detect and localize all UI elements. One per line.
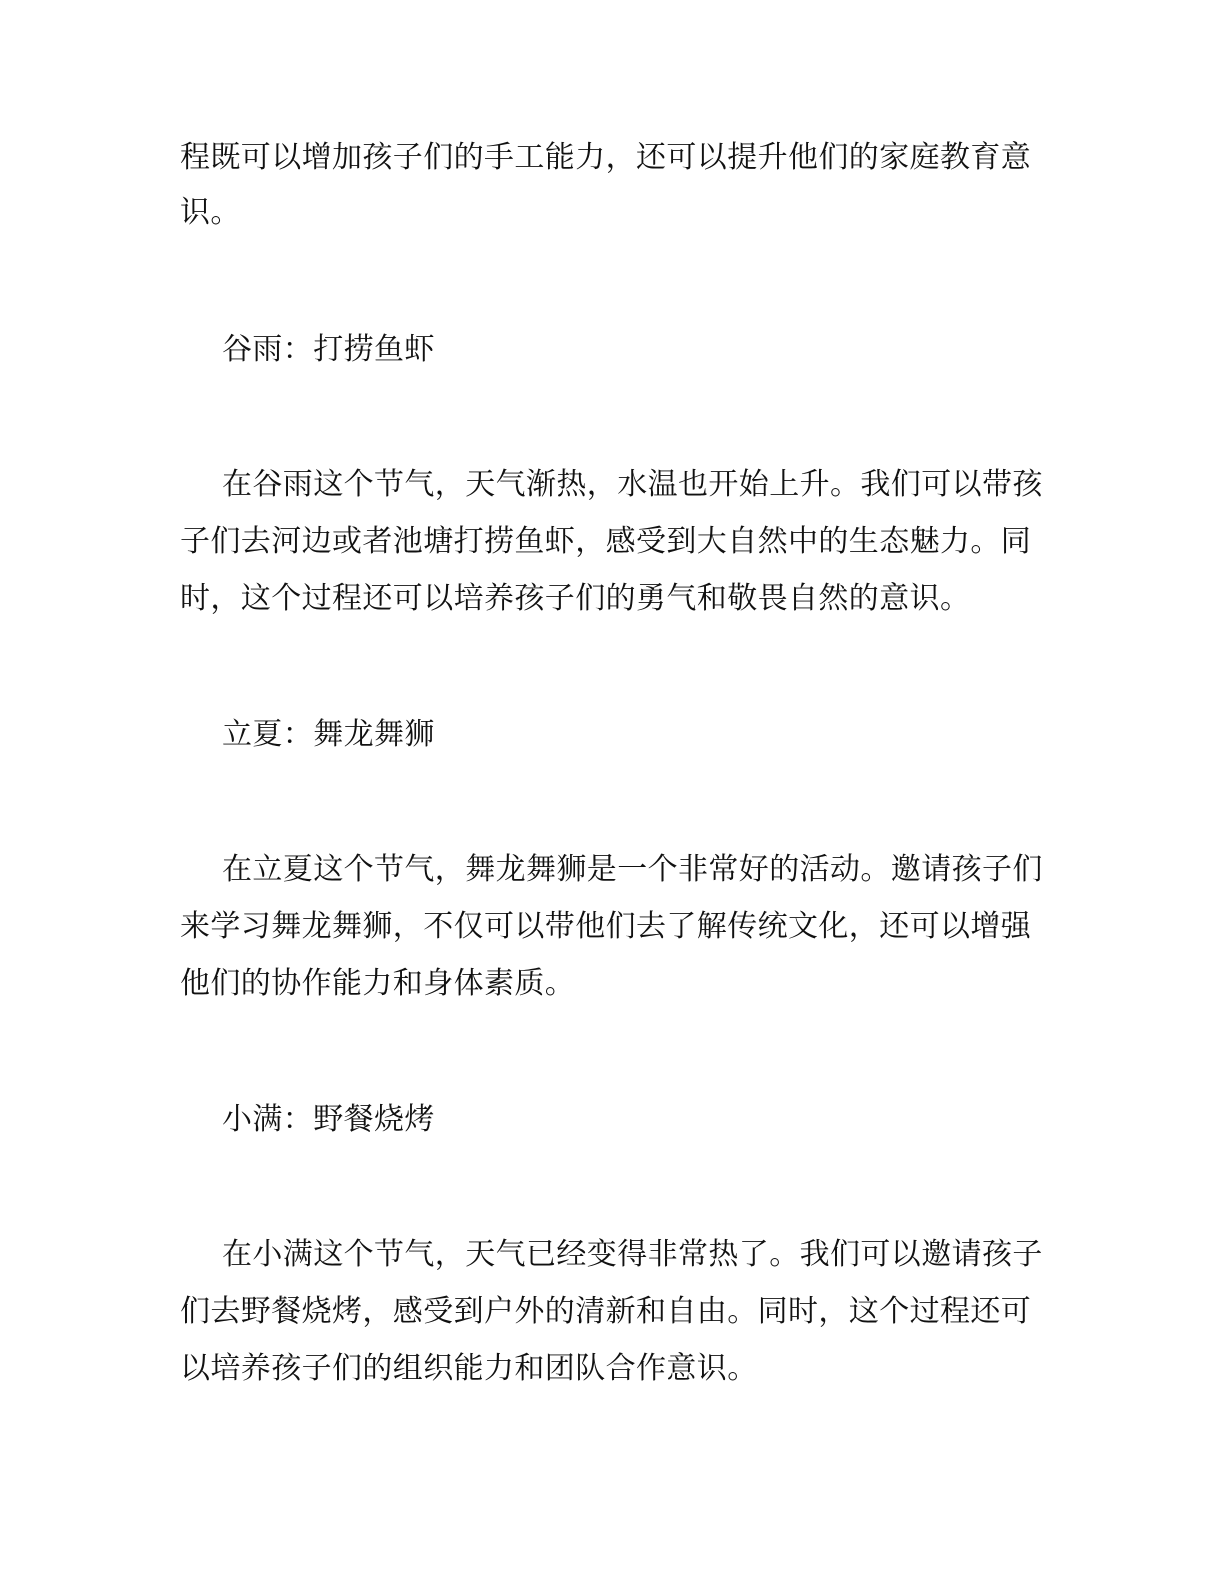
text-line: 他们的协作能力和身体素质。	[180, 966, 576, 1001]
text-line: 时，这个过程还可以培养孩子们的勇气和敬畏自然的意识。	[180, 581, 971, 616]
text-line: 在立夏这个节气，舞龙舞狮是一个非常好的活动。邀请孩子们	[222, 852, 1043, 887]
text-line: 程既可以增加孩子们的手工能力，还可以提升他们的家庭教育意	[180, 140, 1032, 175]
text-line: 在谷雨这个节气，天气渐热，水温也开始上升。我们可以带孩	[222, 467, 1043, 502]
text-line: 们去野餐烧烤，感受到户外的清新和自由。同时，这个过程还可	[180, 1294, 1032, 1329]
section-heading-guyu: 谷雨：打捞鱼虾	[222, 332, 435, 367]
text-line: 在小满这个节气，天气已经变得非常热了。我们可以邀请孩子	[222, 1237, 1043, 1272]
text-line: 来学习舞龙舞狮，不仅可以带他们去了解传统文化，还可以增强	[180, 909, 1032, 944]
text-line: 识。	[180, 195, 241, 230]
section-heading-xiaoman: 小满：野餐烧烤	[222, 1102, 435, 1137]
text-line: 子们去河边或者池塘打捞鱼虾，感受到大自然中的生态魅力。同	[180, 524, 1032, 559]
text-line: 以培养孩子们的组织能力和团队合作意识。	[180, 1351, 758, 1386]
section-heading-lixia: 立夏：舞龙舞狮	[222, 717, 435, 752]
